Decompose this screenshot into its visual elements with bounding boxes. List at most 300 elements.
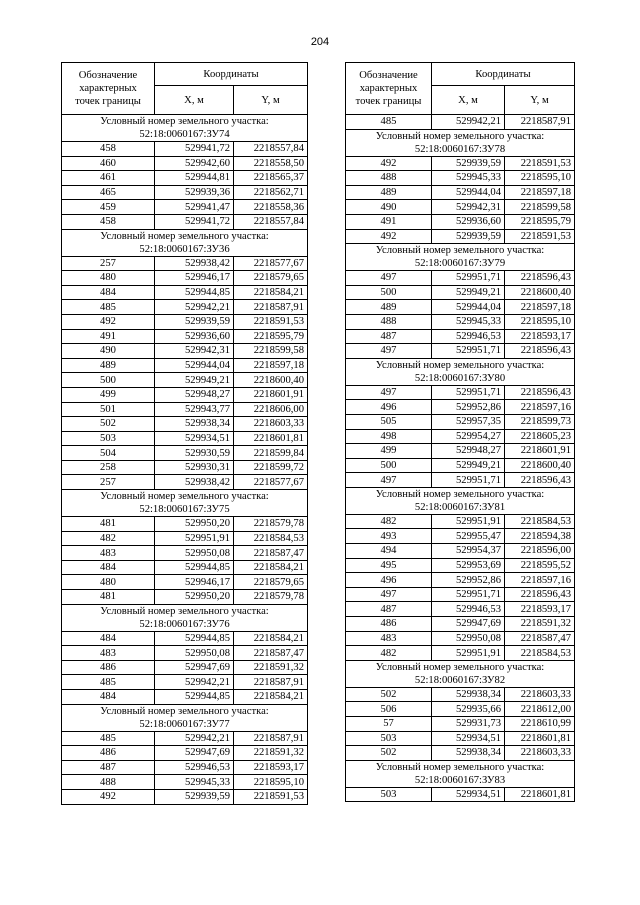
table-row bbox=[62, 285, 308, 300]
table-row bbox=[62, 631, 308, 646]
point-id: 496 bbox=[346, 400, 432, 415]
page-number: 204 bbox=[310, 36, 330, 48]
header-coordinates: Координаты bbox=[155, 63, 308, 86]
section-label: Условный номер земельного участка: bbox=[100, 705, 269, 717]
table-row bbox=[62, 156, 308, 171]
section-label: Условный номер земельного участка: bbox=[100, 116, 269, 127]
section-header bbox=[346, 760, 575, 787]
table-row bbox=[62, 746, 308, 761]
coord-y: 2218596,43 bbox=[505, 344, 575, 359]
table-row bbox=[346, 185, 575, 200]
coord-y: 2218601,81 bbox=[234, 431, 308, 446]
coord-y: 2218591,53 bbox=[234, 789, 308, 804]
header-x: X, м bbox=[432, 86, 505, 115]
coord-y: 2218599,84 bbox=[234, 446, 308, 461]
table-row bbox=[346, 171, 575, 186]
header-y: Y, м bbox=[505, 86, 575, 115]
point-id: 483 bbox=[62, 646, 155, 661]
coord-x: 529951,91 bbox=[432, 646, 505, 661]
coord-y: 2218591,53 bbox=[505, 156, 575, 171]
section-header bbox=[346, 129, 575, 156]
coord-y: 2218603,33 bbox=[505, 746, 575, 761]
coord-x: 529942,60 bbox=[155, 156, 234, 171]
coord-x: 529950,08 bbox=[432, 631, 505, 646]
point-id: 482 bbox=[346, 646, 432, 661]
coord-x: 529946,17 bbox=[155, 575, 234, 590]
table-row bbox=[62, 358, 308, 373]
point-id: 492 bbox=[346, 156, 432, 171]
coord-x: 529944,85 bbox=[155, 560, 234, 575]
coord-x: 529944,81 bbox=[155, 171, 234, 186]
point-id: 502 bbox=[62, 417, 155, 432]
coord-y: 2218600,40 bbox=[234, 373, 308, 388]
coord-x: 529942,31 bbox=[155, 344, 234, 359]
coord-x: 529931,73 bbox=[432, 717, 505, 732]
point-id: 504 bbox=[62, 446, 155, 461]
point-id: 500 bbox=[346, 285, 432, 300]
coord-y: 2218593,17 bbox=[505, 602, 575, 617]
coord-x: 529945,33 bbox=[155, 775, 234, 790]
table-row bbox=[346, 115, 575, 130]
point-id: 502 bbox=[346, 746, 432, 761]
coord-x: 529946,17 bbox=[155, 271, 234, 286]
table-row bbox=[62, 402, 308, 417]
section-label: Условный номер земельного участка: bbox=[100, 491, 269, 503]
section-title bbox=[346, 244, 575, 271]
point-id: 257 bbox=[62, 256, 155, 271]
table-row bbox=[346, 529, 575, 544]
table-row bbox=[346, 558, 575, 573]
coord-x: 529938,42 bbox=[155, 256, 234, 271]
point-id: 488 bbox=[62, 775, 155, 790]
table-row bbox=[346, 300, 575, 315]
table-row bbox=[346, 229, 575, 244]
table-row bbox=[62, 329, 308, 344]
coord-y: 2218600,40 bbox=[505, 458, 575, 473]
point-id: 503 bbox=[346, 731, 432, 746]
table-row bbox=[62, 590, 308, 605]
point-id: 497 bbox=[346, 344, 432, 359]
point-id: 492 bbox=[346, 229, 432, 244]
coord-y: 2218587,47 bbox=[505, 631, 575, 646]
coord-x: 529948,27 bbox=[432, 444, 505, 459]
coord-x: 529951,91 bbox=[432, 514, 505, 529]
coord-x: 529951,91 bbox=[155, 531, 234, 546]
point-id: 496 bbox=[346, 573, 432, 588]
coord-x: 529938,34 bbox=[432, 687, 505, 702]
coord-y: 2218557,84 bbox=[234, 214, 308, 229]
coord-x: 529951,71 bbox=[432, 587, 505, 602]
coord-y: 2218595,79 bbox=[505, 214, 575, 229]
table-row bbox=[62, 731, 308, 746]
coord-y: 2218587,91 bbox=[234, 675, 308, 690]
table-row bbox=[62, 387, 308, 402]
table-row bbox=[346, 285, 575, 300]
coord-y: 2218584,21 bbox=[234, 560, 308, 575]
coord-x: 529945,33 bbox=[432, 314, 505, 329]
header-designation: Обозначение характерных точек границы bbox=[346, 63, 432, 115]
point-id: 503 bbox=[62, 431, 155, 446]
point-id: 483 bbox=[346, 631, 432, 646]
point-id: 488 bbox=[346, 314, 432, 329]
coord-x: 529942,21 bbox=[155, 300, 234, 315]
table-row bbox=[62, 214, 308, 229]
point-id: 484 bbox=[62, 285, 155, 300]
coord-y: 2218577,67 bbox=[234, 475, 308, 490]
point-id: 492 bbox=[62, 789, 155, 804]
coord-x: 529946,53 bbox=[155, 760, 234, 775]
coord-x: 529952,86 bbox=[432, 400, 505, 415]
parcel-number: 52:18:0060167:ЗУ77 bbox=[139, 718, 230, 730]
table-row bbox=[62, 171, 308, 186]
coord-x: 529949,21 bbox=[432, 285, 505, 300]
point-id: 480 bbox=[62, 271, 155, 286]
coord-y: 2218596,43 bbox=[505, 385, 575, 400]
coord-y: 2218587,91 bbox=[234, 731, 308, 746]
coord-x: 529949,21 bbox=[432, 458, 505, 473]
point-id: 481 bbox=[62, 517, 155, 532]
coord-y: 2218596,00 bbox=[505, 544, 575, 559]
coord-y: 2218591,32 bbox=[234, 746, 308, 761]
coord-y: 2218605,23 bbox=[505, 429, 575, 444]
coord-x: 529938,42 bbox=[155, 475, 234, 490]
coord-y: 2218599,58 bbox=[505, 200, 575, 215]
coord-x: 529934,51 bbox=[432, 787, 505, 802]
coord-y: 2218595,52 bbox=[505, 558, 575, 573]
section-header bbox=[62, 229, 308, 256]
coord-y: 2218577,67 bbox=[234, 256, 308, 271]
coord-y: 2218597,16 bbox=[505, 400, 575, 415]
coord-y: 2218593,17 bbox=[234, 760, 308, 775]
table-row bbox=[346, 717, 575, 732]
table-row bbox=[62, 690, 308, 705]
point-id: 459 bbox=[62, 200, 155, 215]
table-row bbox=[346, 473, 575, 488]
parcel-number: 52:18:0060167:ЗУ82 bbox=[414, 674, 506, 686]
point-id: 485 bbox=[346, 115, 432, 130]
point-id: 458 bbox=[62, 142, 155, 157]
coord-x: 529942,21 bbox=[155, 731, 234, 746]
table-row bbox=[346, 731, 575, 746]
point-id: 505 bbox=[346, 414, 432, 429]
coord-y: 2218596,43 bbox=[505, 271, 575, 286]
section-header bbox=[62, 490, 308, 517]
table-row bbox=[62, 775, 308, 790]
coord-x: 529946,53 bbox=[432, 329, 505, 344]
point-id: 57 bbox=[346, 717, 432, 732]
coord-x: 529939,59 bbox=[432, 229, 505, 244]
coord-y: 2218591,32 bbox=[234, 660, 308, 675]
coord-x: 529944,04 bbox=[432, 300, 505, 315]
point-id: 460 bbox=[62, 156, 155, 171]
coordinates-table-right bbox=[345, 62, 575, 802]
table-row bbox=[346, 429, 575, 444]
section-title bbox=[62, 604, 308, 631]
coord-y: 2218597,16 bbox=[505, 573, 575, 588]
table-row bbox=[62, 446, 308, 461]
header-designation: Обозначение характерных точек границы bbox=[62, 63, 155, 115]
table-row bbox=[62, 517, 308, 532]
section-header bbox=[62, 704, 308, 731]
coord-y: 2218595,10 bbox=[505, 171, 575, 186]
table-row bbox=[62, 256, 308, 271]
parcel-number: 52:18:0060167:ЗУ78 bbox=[414, 143, 506, 155]
point-id: 489 bbox=[346, 300, 432, 315]
table-row bbox=[62, 373, 308, 388]
coord-x: 529951,71 bbox=[432, 271, 505, 286]
section-label: Условный номер земельного участка: bbox=[100, 605, 269, 617]
point-id: 486 bbox=[346, 617, 432, 632]
parcel-number: 52:18:0060167:ЗУ79 bbox=[414, 258, 506, 270]
table-row bbox=[62, 431, 308, 446]
point-id: 500 bbox=[62, 373, 155, 388]
point-id: 485 bbox=[62, 300, 155, 315]
header-x: X, м bbox=[155, 86, 234, 115]
coord-x: 529942,31 bbox=[432, 200, 505, 215]
coord-x: 529934,51 bbox=[432, 731, 505, 746]
point-id: 493 bbox=[346, 529, 432, 544]
coord-y: 2218579,65 bbox=[234, 575, 308, 590]
coord-y: 2218601,81 bbox=[505, 787, 575, 802]
point-id: 491 bbox=[62, 329, 155, 344]
coord-y: 2218591,53 bbox=[234, 314, 308, 329]
coord-y: 2218600,40 bbox=[505, 285, 575, 300]
section-label: Условный номер земельного участка: bbox=[100, 230, 269, 242]
section-label: Условный номер земельного участка: bbox=[375, 130, 545, 142]
coord-x: 529945,33 bbox=[432, 171, 505, 186]
table-row bbox=[346, 687, 575, 702]
point-id: 484 bbox=[62, 631, 155, 646]
coord-x: 529941,72 bbox=[155, 214, 234, 229]
table-row bbox=[62, 760, 308, 775]
section-label: Условный номер земельного участка: bbox=[375, 761, 545, 773]
coord-y: 2218587,47 bbox=[234, 546, 308, 561]
section-label: Условный номер земельного участка: bbox=[375, 488, 545, 500]
coord-y: 2218599,73 bbox=[505, 414, 575, 429]
section-label: Условный номер земельного участка: bbox=[375, 661, 545, 673]
point-id: 484 bbox=[62, 560, 155, 575]
section-header bbox=[346, 660, 575, 687]
coord-y: 2218595,79 bbox=[234, 329, 308, 344]
table-row bbox=[346, 314, 575, 329]
table-row bbox=[346, 573, 575, 588]
coord-x: 529930,59 bbox=[155, 446, 234, 461]
coord-x: 529944,04 bbox=[155, 358, 234, 373]
coord-x: 529941,72 bbox=[155, 142, 234, 157]
parcel-number: 52:18:0060167:ЗУ76 bbox=[139, 618, 230, 630]
point-id: 461 bbox=[62, 171, 155, 186]
coord-y: 2218599,72 bbox=[234, 460, 308, 475]
section-header bbox=[62, 604, 308, 631]
point-id: 498 bbox=[346, 429, 432, 444]
point-id: 499 bbox=[62, 387, 155, 402]
table-row bbox=[346, 702, 575, 717]
coord-y: 2218593,17 bbox=[505, 329, 575, 344]
table-row bbox=[346, 385, 575, 400]
coord-y: 2218558,50 bbox=[234, 156, 308, 171]
coord-x: 529942,21 bbox=[155, 675, 234, 690]
coord-x: 529950,20 bbox=[155, 517, 234, 532]
point-id: 485 bbox=[62, 675, 155, 690]
point-id: 489 bbox=[346, 185, 432, 200]
coord-y: 2218584,21 bbox=[234, 285, 308, 300]
table-row bbox=[346, 444, 575, 459]
section-title bbox=[346, 129, 575, 156]
coord-x: 529954,37 bbox=[432, 544, 505, 559]
coord-x: 529938,34 bbox=[432, 746, 505, 761]
section-title bbox=[346, 660, 575, 687]
coord-y: 2218610,99 bbox=[505, 717, 575, 732]
point-id: 500 bbox=[346, 458, 432, 473]
point-id: 482 bbox=[62, 531, 155, 546]
table-row bbox=[346, 787, 575, 802]
table-row bbox=[62, 789, 308, 804]
coord-x: 529930,31 bbox=[155, 460, 234, 475]
coord-y: 2218557,84 bbox=[234, 142, 308, 157]
parcel-number: 52:18:0060167:ЗУ81 bbox=[414, 501, 506, 513]
coord-x: 529947,69 bbox=[155, 660, 234, 675]
table-row bbox=[62, 300, 308, 315]
point-id: 484 bbox=[62, 690, 155, 705]
table-row bbox=[346, 631, 575, 646]
coord-x: 529947,69 bbox=[432, 617, 505, 632]
point-id: 491 bbox=[346, 214, 432, 229]
parcel-number: 52:18:0060167:ЗУ75 bbox=[139, 504, 230, 516]
coord-x: 529941,47 bbox=[155, 200, 234, 215]
point-id: 489 bbox=[62, 358, 155, 373]
table-row bbox=[346, 617, 575, 632]
coord-y: 2218597,18 bbox=[234, 358, 308, 373]
coord-y: 2218579,78 bbox=[234, 590, 308, 605]
section-title bbox=[346, 487, 575, 514]
coord-y: 2218601,91 bbox=[234, 387, 308, 402]
coord-x: 529955,47 bbox=[432, 529, 505, 544]
section-title bbox=[62, 490, 308, 517]
point-id: 465 bbox=[62, 185, 155, 200]
point-id: 495 bbox=[346, 558, 432, 573]
table-row bbox=[62, 575, 308, 590]
point-id: 258 bbox=[62, 460, 155, 475]
coord-x: 529946,53 bbox=[432, 602, 505, 617]
coord-x: 529954,27 bbox=[432, 429, 505, 444]
table-row bbox=[346, 414, 575, 429]
coord-y: 2218584,53 bbox=[234, 531, 308, 546]
point-id: 497 bbox=[346, 385, 432, 400]
coord-x: 529950,08 bbox=[155, 646, 234, 661]
table-row bbox=[346, 344, 575, 359]
table-row bbox=[62, 417, 308, 432]
table-row bbox=[346, 156, 575, 171]
table-row bbox=[62, 475, 308, 490]
coord-x: 529935,66 bbox=[432, 702, 505, 717]
coord-x: 529949,21 bbox=[155, 373, 234, 388]
table-row bbox=[346, 646, 575, 661]
section-title bbox=[346, 358, 575, 385]
coord-x: 529939,36 bbox=[155, 185, 234, 200]
coord-y: 2218565,37 bbox=[234, 171, 308, 186]
parcel-number: 52:18:0060167:ЗУ83 bbox=[414, 774, 506, 786]
table-row bbox=[346, 214, 575, 229]
coord-x: 529943,77 bbox=[155, 402, 234, 417]
table-row bbox=[62, 185, 308, 200]
coord-x: 529947,69 bbox=[155, 746, 234, 761]
point-id: 499 bbox=[346, 444, 432, 459]
point-id: 487 bbox=[346, 602, 432, 617]
coord-x: 529944,85 bbox=[155, 631, 234, 646]
section-title bbox=[62, 229, 308, 256]
table-row bbox=[346, 329, 575, 344]
coord-y: 2218603,33 bbox=[505, 687, 575, 702]
table-row bbox=[62, 200, 308, 215]
coord-y: 2218601,91 bbox=[505, 444, 575, 459]
coord-x: 529957,35 bbox=[432, 414, 505, 429]
coord-x: 529936,60 bbox=[432, 214, 505, 229]
coord-y: 2218599,58 bbox=[234, 344, 308, 359]
point-id: 503 bbox=[346, 787, 432, 802]
point-id: 480 bbox=[62, 575, 155, 590]
coord-x: 529942,21 bbox=[432, 115, 505, 130]
parcel-number: 52:18:0060167:ЗУ80 bbox=[414, 372, 506, 384]
coord-x: 529939,59 bbox=[432, 156, 505, 171]
coord-y: 2218595,10 bbox=[505, 314, 575, 329]
section-header bbox=[346, 358, 575, 385]
coord-y: 2218612,00 bbox=[505, 702, 575, 717]
coord-y: 2218584,53 bbox=[505, 646, 575, 661]
point-id: 483 bbox=[62, 546, 155, 561]
table-row bbox=[346, 602, 575, 617]
coord-x: 529948,27 bbox=[155, 387, 234, 402]
point-id: 497 bbox=[346, 587, 432, 602]
table-row bbox=[62, 271, 308, 286]
coord-y: 2218587,91 bbox=[234, 300, 308, 315]
coord-y: 2218591,32 bbox=[505, 617, 575, 632]
section-title bbox=[62, 115, 308, 142]
table-body bbox=[62, 115, 308, 805]
point-id: 490 bbox=[62, 344, 155, 359]
coord-y: 2218591,53 bbox=[505, 229, 575, 244]
section-header bbox=[62, 115, 308, 142]
table-body bbox=[346, 115, 575, 802]
point-id: 501 bbox=[62, 402, 155, 417]
table-row bbox=[346, 458, 575, 473]
coord-y: 2218596,43 bbox=[505, 473, 575, 488]
coord-y: 2218594,38 bbox=[505, 529, 575, 544]
coord-x: 529951,71 bbox=[432, 473, 505, 488]
section-header bbox=[346, 487, 575, 514]
coord-y: 2218587,47 bbox=[234, 646, 308, 661]
point-id: 488 bbox=[346, 171, 432, 186]
coord-x: 529938,34 bbox=[155, 417, 234, 432]
parcel-number: 52:18:0060167:ЗУ36 bbox=[139, 243, 230, 255]
point-id: 486 bbox=[62, 746, 155, 761]
table-row bbox=[62, 314, 308, 329]
coord-x: 529951,71 bbox=[432, 344, 505, 359]
coord-x: 529939,59 bbox=[155, 789, 234, 804]
coord-y: 2218587,91 bbox=[505, 115, 575, 130]
coord-y: 2218601,81 bbox=[505, 731, 575, 746]
coord-y: 2218562,71 bbox=[234, 185, 308, 200]
coord-x: 529944,85 bbox=[155, 690, 234, 705]
coord-y: 2218558,36 bbox=[234, 200, 308, 215]
table-row bbox=[346, 400, 575, 415]
table-row bbox=[62, 531, 308, 546]
coord-x: 529952,86 bbox=[432, 573, 505, 588]
coord-x: 529950,08 bbox=[155, 546, 234, 561]
coord-y: 2218595,10 bbox=[234, 775, 308, 790]
coord-y: 2218579,78 bbox=[234, 517, 308, 532]
coord-y: 2218584,53 bbox=[505, 514, 575, 529]
coord-x: 529944,85 bbox=[155, 285, 234, 300]
